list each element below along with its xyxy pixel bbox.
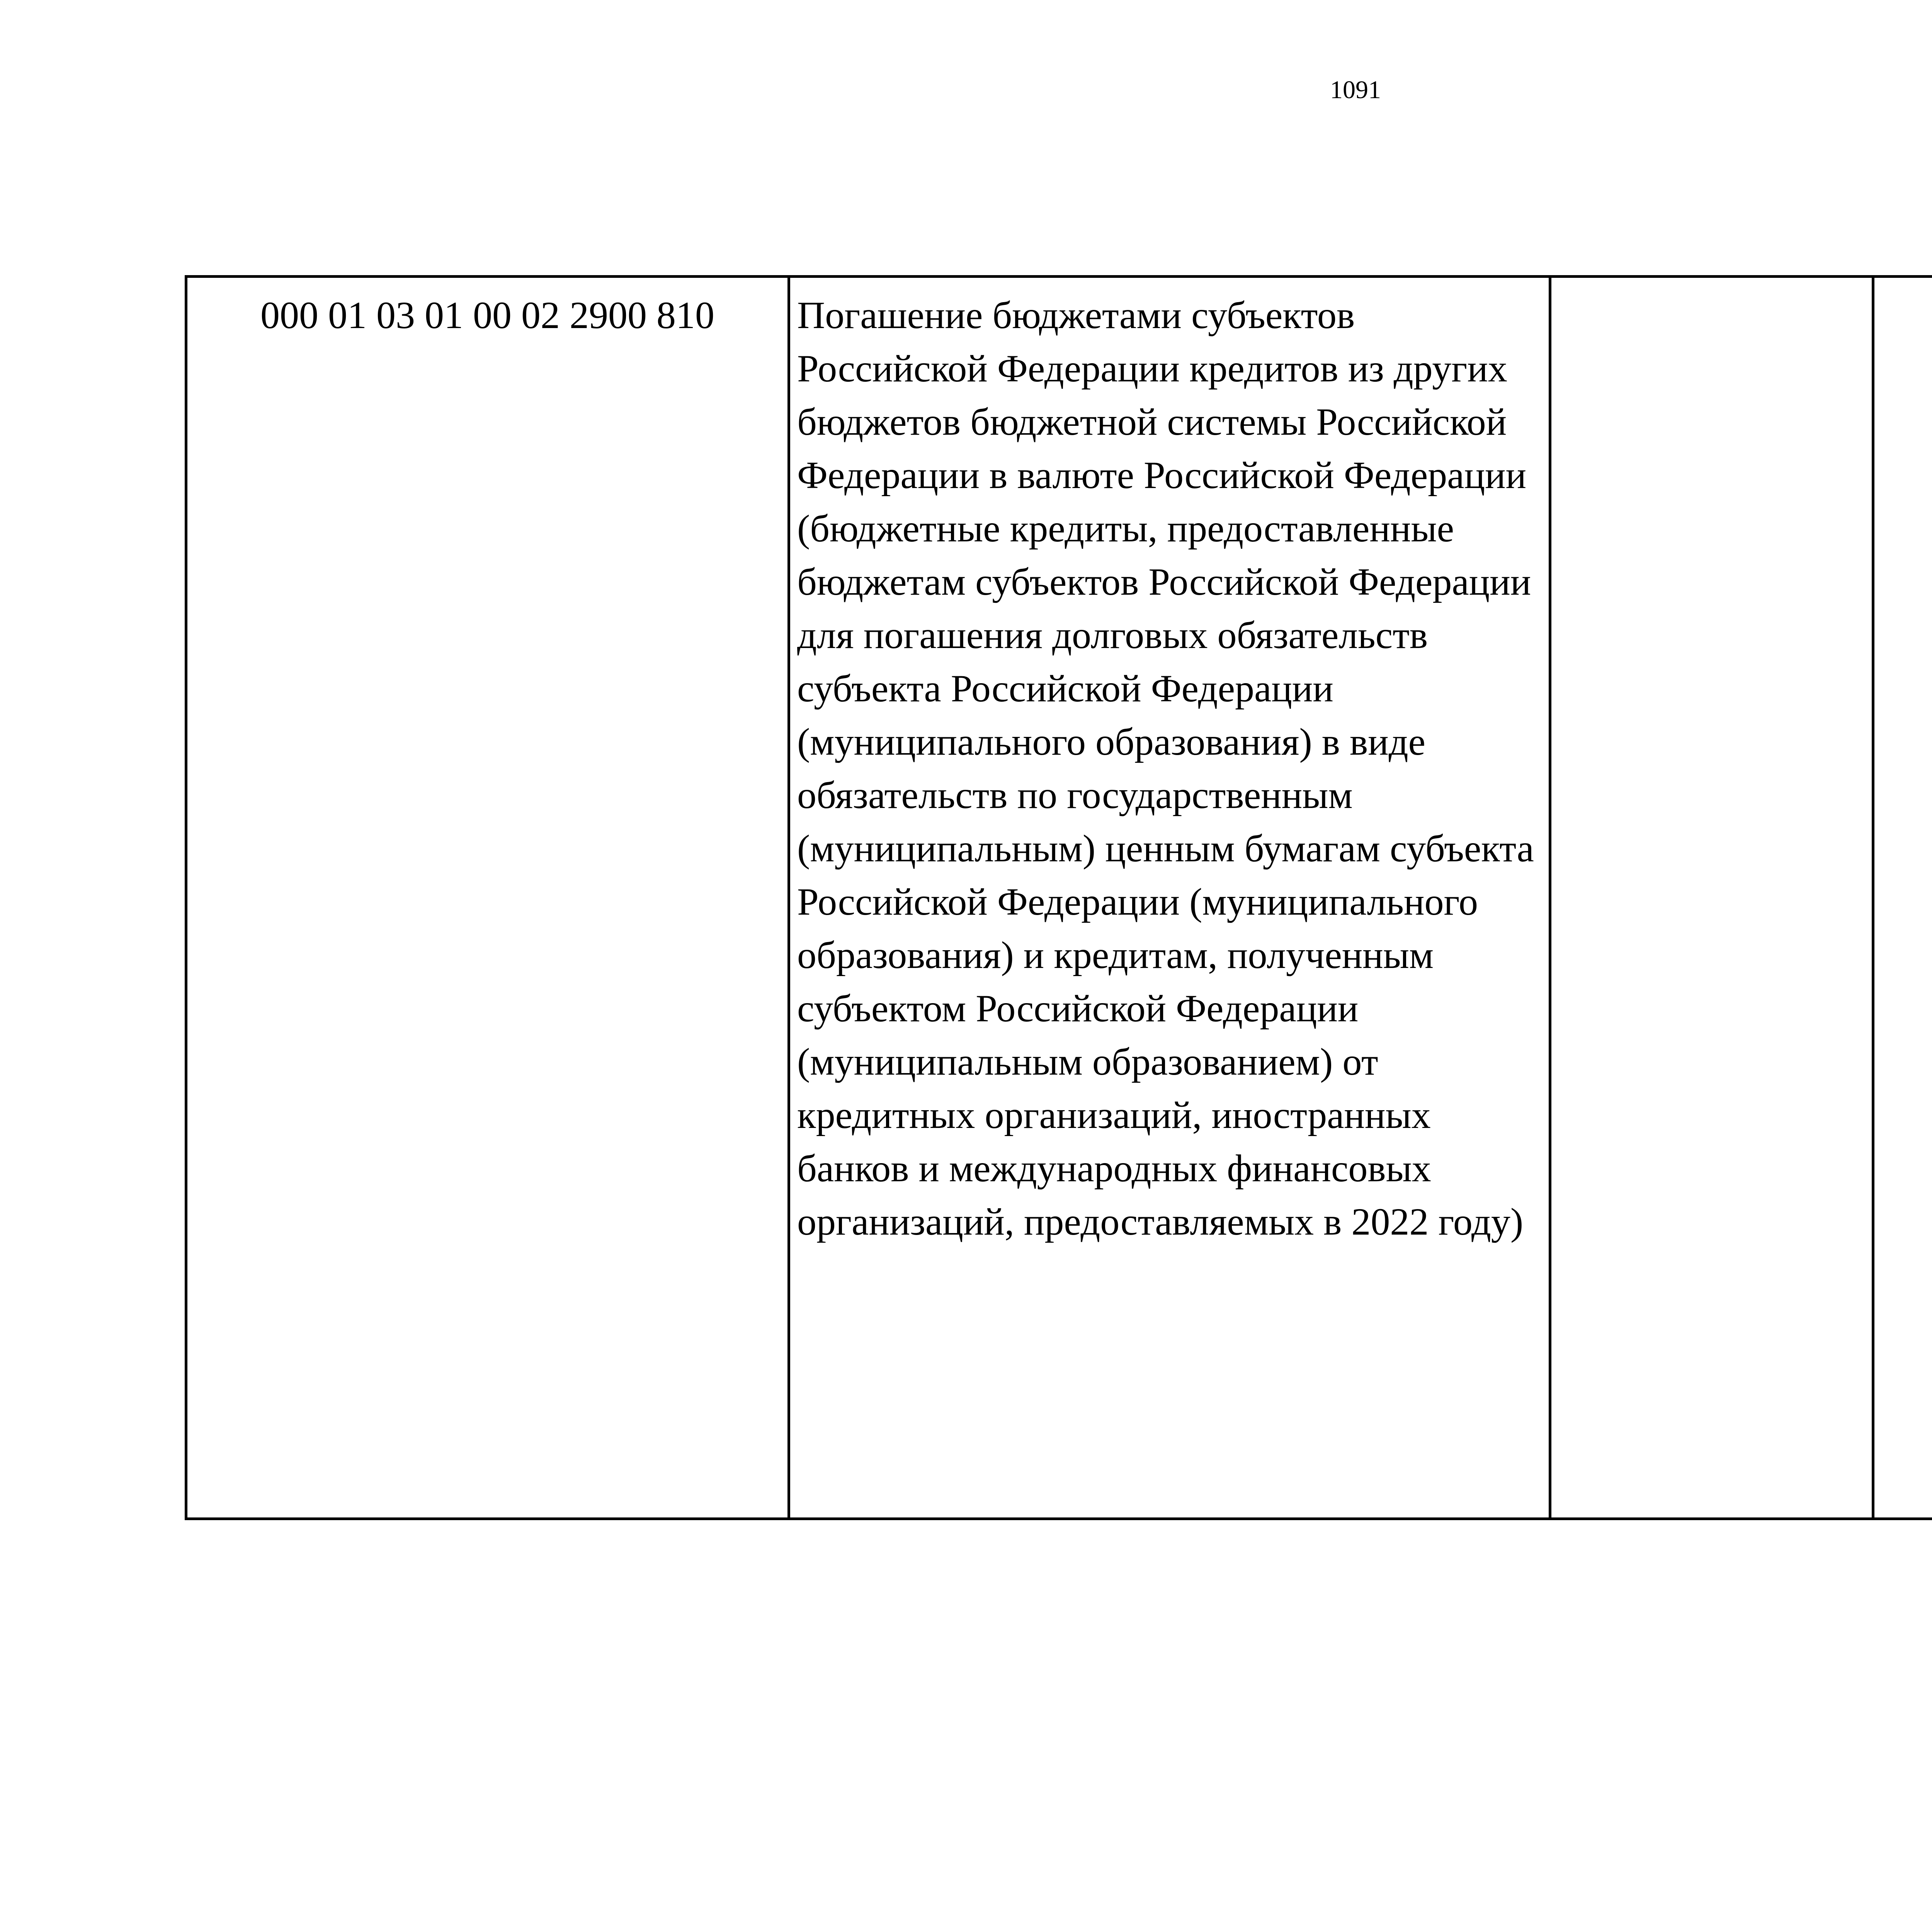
- budget-classification-code: 000 01 03 01 00 02 2900 810: [186, 277, 789, 1519]
- item-description: Погашение бюджетами субъектов Российской Федерации кредитов из других бюджетов бюджетной системы Российской Федерации в валюте Российской Федерации (бюджетные кредиты, предоставленные бюджетам субъектов Российской Федерации для погашения долговых обязательств субъекта Российской Федерации (муниципального образования) в виде обязательств по государственным (муниципальным) ценным бумагам субъекта Российской Федерации (муниципального образования) и кредитам, полученным субъектом Российской Федерации (муниципальным образованием) от кредитных организаций, иностранных банков и международных финансовых организаций, предоставляемых в 2022 году): [789, 277, 1550, 1519]
- value-cell-1: [1550, 277, 1873, 1519]
- table-row: [186, 277, 1932, 1519]
- value-cell-2: [1873, 277, 1932, 1519]
- budget-table: [185, 275, 1932, 1520]
- page-number: 1091: [1330, 76, 1381, 104]
